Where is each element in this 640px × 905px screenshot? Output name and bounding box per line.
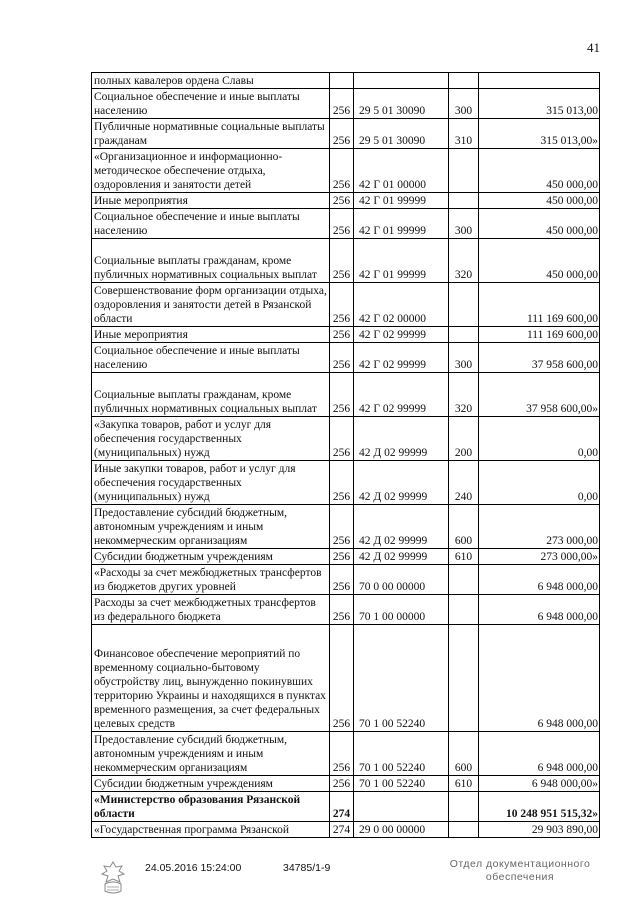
row-sum-cell: 10 248 951 515,32» (479, 792, 600, 822)
row-vr-cell (449, 595, 479, 625)
row-name-cell: Предоставление субсидий бюджетным, автономным учреждениям и иным некоммерческим организациям (92, 505, 330, 549)
table-row (92, 505, 600, 549)
row-csr-cell: 42 Д 02 99999 (354, 505, 449, 549)
table-row (92, 417, 600, 461)
row-vr-cell (449, 625, 479, 732)
row-ved-cell: 274 (330, 792, 354, 822)
row-name-cell: Социальные выплаты гражданам, кроме публичных нормативных социальных выплат (92, 239, 330, 283)
row-sum-cell: 273 000,00 (479, 505, 600, 549)
row-vr-cell (449, 73, 479, 89)
row-vr-cell: 320 (449, 239, 479, 283)
table-row (92, 732, 600, 776)
row-csr-cell: 70 1 00 52240 (354, 776, 449, 792)
page-number: 41 (587, 40, 600, 55)
row-name-cell: Социальное обеспечение и иные выплаты населению (92, 209, 330, 239)
row-csr-cell: 42 Г 02 99999 (354, 343, 449, 373)
row-vr-cell: 610 (449, 776, 479, 792)
row-sum-cell: 6 948 000,00 (479, 595, 600, 625)
row-sum-cell: 29 903 890,00 (479, 822, 600, 838)
row-csr-cell: 42 Г 02 00000 (354, 283, 449, 327)
coat-of-arms-icon (98, 860, 128, 896)
table-row (92, 89, 600, 119)
row-csr-cell (354, 73, 449, 89)
row-name-cell: полных кавалеров ордена Славы (92, 73, 330, 89)
table-row (92, 565, 600, 595)
row-vr-cell: 600 (449, 505, 479, 549)
table-row (92, 73, 600, 89)
row-ved-cell: 274 (330, 822, 354, 838)
row-csr-cell: 42 Г 01 00000 (354, 149, 449, 193)
row-ved-cell: 256 (330, 283, 354, 327)
row-sum-cell: 0,00 (479, 461, 600, 505)
row-name-cell: Социальные выплаты гражданам, кроме публичных нормативных социальных выплат (92, 373, 330, 417)
table-row (92, 283, 600, 327)
row-vr-cell: 240 (449, 461, 479, 505)
row-sum-cell: 37 958 600,00» (479, 373, 600, 417)
row-csr-cell: 42 Г 02 99999 (354, 327, 449, 343)
row-ved-cell: 256 (330, 343, 354, 373)
row-vr-cell (449, 792, 479, 822)
row-ved-cell: 256 (330, 327, 354, 343)
footer-department (440, 858, 600, 884)
row-vr-cell: 610 (449, 549, 479, 565)
row-vr-cell (449, 565, 479, 595)
row-ved-cell: 256 (330, 149, 354, 193)
row-name-cell: Иные мероприятия (92, 327, 330, 343)
footer-date: 24.05.2016 15:24:00 (145, 862, 242, 874)
row-name-cell: Субсидии бюджетным учреждениям (92, 549, 330, 565)
row-vr-cell: 300 (449, 89, 479, 119)
table-row (92, 549, 600, 565)
row-csr-cell: 42 Д 02 99999 (354, 417, 449, 461)
row-vr-cell: 600 (449, 732, 479, 776)
row-ved-cell: 256 (330, 119, 354, 149)
row-csr-cell: 42 Г 01 99999 (354, 193, 449, 209)
table-row (92, 209, 600, 239)
row-vr-cell (449, 193, 479, 209)
row-ved-cell: 256 (330, 776, 354, 792)
row-vr-cell (449, 283, 479, 327)
row-vr-cell: 310 (449, 119, 479, 149)
row-ved-cell: 256 (330, 549, 354, 565)
row-ved-cell: 256 (330, 209, 354, 239)
row-csr-cell: 70 1 00 00000 (354, 595, 449, 625)
row-sum-cell: 0,00 (479, 417, 600, 461)
budget-table (91, 72, 600, 838)
row-ved-cell: 256 (330, 373, 354, 417)
row-name-cell: «Расходы за счет межбюджетных трансфертов из бюджетов других уровней (92, 565, 330, 595)
row-ved-cell: 256 (330, 625, 354, 732)
row-ved-cell: 256 (330, 461, 354, 505)
table-row (92, 776, 600, 792)
table-row (92, 239, 600, 283)
row-csr-cell: 70 1 00 52240 (354, 732, 449, 776)
row-sum-cell: 273 000,00» (479, 549, 600, 565)
footer-doc-code: 34785/1-9 (283, 862, 331, 874)
row-sum-cell: 111 169 600,00 (479, 283, 600, 327)
row-vr-cell: 320 (449, 373, 479, 417)
row-ved-cell: 256 (330, 595, 354, 625)
row-name-cell: «Министерство образования Рязанской области (92, 792, 330, 822)
row-vr-cell: 300 (449, 343, 479, 373)
row-sum-cell: 450 000,00 (479, 239, 600, 283)
footer (0, 856, 640, 905)
row-sum-cell: 450 000,00 (479, 149, 600, 193)
table-row (92, 327, 600, 343)
row-csr-cell: 29 5 01 30090 (354, 119, 449, 149)
row-sum-cell: 111 169 600,00 (479, 327, 600, 343)
row-ved-cell: 256 (330, 239, 354, 283)
row-sum-cell: 6 948 000,00 (479, 732, 600, 776)
footer-department-line2: обеспечения (485, 871, 555, 883)
row-ved-cell: 256 (330, 417, 354, 461)
row-sum-cell (479, 73, 600, 89)
row-vr-cell: 200 (449, 417, 479, 461)
row-ved-cell (330, 73, 354, 89)
row-vr-cell (449, 327, 479, 343)
table-row (92, 822, 600, 838)
row-name-cell: Иные закупки товаров, работ и услуг для обеспечения государственных (муниципальных) нужд (92, 461, 330, 505)
row-vr-cell (449, 822, 479, 838)
row-csr-cell: 42 Г 02 99999 (354, 373, 449, 417)
table-row (92, 792, 600, 822)
row-name-cell: Социальное обеспечение и иные выплаты населению (92, 89, 330, 119)
row-ved-cell: 256 (330, 565, 354, 595)
row-name-cell: Субсидии бюджетным учреждениям (92, 776, 330, 792)
row-name-cell: Публичные нормативные социальные выплаты гражданам (92, 119, 330, 149)
row-sum-cell: 315 013,00 (479, 89, 600, 119)
row-name-cell: Совершенствование форм организации отдыха, оздоровления и занятости детей в Рязанской области (92, 283, 330, 327)
row-name-cell: «Закупка товаров, работ и услуг для обеспечения государственных (муниципальных) нужд (92, 417, 330, 461)
row-csr-cell: 42 Д 02 99999 (354, 549, 449, 565)
row-sum-cell: 450 000,00 (479, 209, 600, 239)
table-row (92, 193, 600, 209)
row-sum-cell: 315 013,00» (479, 119, 600, 149)
row-sum-cell: 37 958 600,00 (479, 343, 600, 373)
row-ved-cell: 256 (330, 505, 354, 549)
row-ved-cell: 256 (330, 732, 354, 776)
row-name-cell: Социальное обеспечение и иные выплаты населению (92, 343, 330, 373)
row-csr-cell: 42 Г 01 99999 (354, 239, 449, 283)
row-csr-cell: 70 1 00 52240 (354, 625, 449, 732)
row-name-cell: Предоставление субсидий бюджетным, автономным учреждениям и иным некоммерческим организациям (92, 732, 330, 776)
table-row (92, 149, 600, 193)
row-csr-cell (354, 792, 449, 822)
row-name-cell: Иные мероприятия (92, 193, 330, 209)
row-vr-cell (449, 149, 479, 193)
row-name-cell: «Государственная программа Рязанской (92, 822, 330, 838)
row-name-cell: «Организационное и информационно-методическое обеспечение отдыха, оздоровления и занятости детей (92, 149, 330, 193)
row-csr-cell: 42 Г 01 99999 (354, 209, 449, 239)
row-csr-cell: 29 0 00 00000 (354, 822, 449, 838)
table-body (92, 73, 600, 838)
table-row (92, 119, 600, 149)
row-name-cell: Расходы за счет межбюджетных трансфертов из федерального бюджета (92, 595, 330, 625)
row-sum-cell: 6 948 000,00» (479, 776, 600, 792)
row-vr-cell: 300 (449, 209, 479, 239)
row-csr-cell: 29 5 01 30090 (354, 89, 449, 119)
row-name-cell: Финансовое обеспечение мероприятий по временному социально-бытовому обустройству лиц, вынужденно покинувших территорию Украины и находящихся в пунктах временного размещения, за счет федеральных целевых средств (92, 625, 330, 732)
row-sum-cell: 450 000,00 (479, 193, 600, 209)
footer-department-line1: Отдел документационного (449, 858, 591, 870)
row-ved-cell: 256 (330, 193, 354, 209)
table-row (92, 461, 600, 505)
row-ved-cell: 256 (330, 89, 354, 119)
table-row (92, 595, 600, 625)
table-row (92, 625, 600, 732)
row-sum-cell: 6 948 000,00 (479, 565, 600, 595)
table-row (92, 373, 600, 417)
row-sum-cell: 6 948 000,00 (479, 625, 600, 732)
row-csr-cell: 70 0 00 00000 (354, 565, 449, 595)
table-row (92, 343, 600, 373)
row-csr-cell: 42 Д 02 99999 (354, 461, 449, 505)
